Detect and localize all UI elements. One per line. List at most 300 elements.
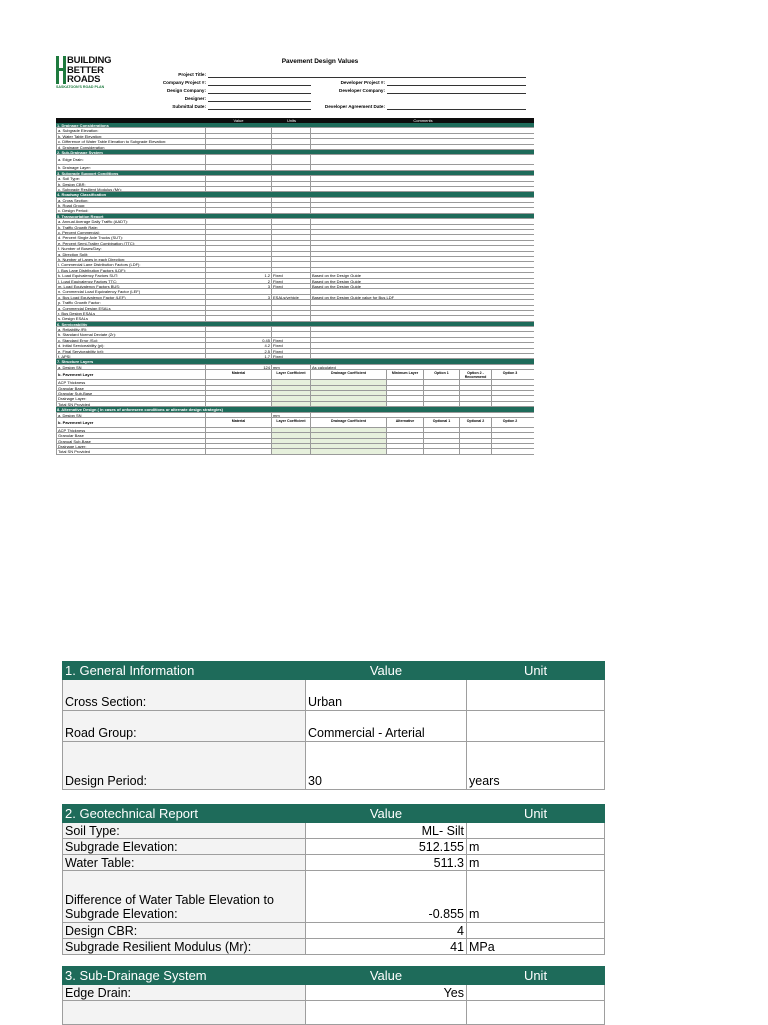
geotechnical-report-header-row — [63, 805, 605, 823]
value-input-cell[interactable] — [206, 203, 272, 207]
unit-cell: MPa — [467, 939, 605, 955]
value-input-cell[interactable]: 1.2 — [206, 273, 272, 277]
value-input-cell[interactable] — [206, 225, 272, 229]
value-input-cell[interactable]: 4.2 — [206, 343, 272, 347]
table-row — [63, 985, 605, 1001]
comments-cell[interactable] — [311, 262, 534, 266]
value-cell[interactable] — [306, 1001, 467, 1025]
form-section-title: 7. Structure Layers — [57, 359, 94, 364]
units-cell: mm — [272, 413, 311, 417]
comments-cell[interactable] — [311, 219, 534, 223]
form-row-label: q. Commercial Design ESALs — [56, 306, 206, 310]
layer-input-cell[interactable] — [311, 396, 387, 400]
comments-cell[interactable] — [311, 128, 534, 132]
layer-input-cell[interactable] — [206, 396, 272, 400]
logo-line-1: BUILDING — [67, 55, 112, 66]
layer-input-cell[interactable] — [387, 449, 424, 453]
form-row-label: c. Subgrade Resilient Modulus (Mr): — [56, 187, 206, 191]
comments-cell[interactable] — [311, 327, 534, 331]
comments-cell[interactable] — [311, 349, 534, 353]
value-input-cell[interactable] — [206, 257, 272, 261]
value-input-cell[interactable]: 124 — [206, 365, 272, 369]
value-cell[interactable]: -0.855 — [306, 871, 467, 923]
form-row-label: b. Pavement Layer — [56, 370, 206, 379]
value-input-cell[interactable] — [206, 413, 272, 417]
comments-cell[interactable] — [311, 230, 534, 234]
layer-input-cell[interactable] — [492, 396, 528, 400]
layer-input-cell[interactable] — [272, 428, 311, 432]
value-input-cell[interactable] — [206, 311, 272, 315]
value-input-cell[interactable] — [206, 165, 272, 169]
units-cell — [272, 252, 311, 256]
form-row-label: b. Pavement Layer — [56, 418, 206, 427]
layer-cells — [206, 396, 528, 400]
form-row-label: Granual Sub-Base — [56, 439, 206, 443]
layer-input-cell[interactable] — [272, 391, 311, 395]
form-row-label: m. Load Equivalency Factors BUS: — [56, 284, 206, 288]
layer-header-cells — [206, 418, 528, 427]
value-column-header: Value — [306, 805, 467, 823]
sub-drainage-system-table — [62, 966, 605, 1025]
unit-cell — [467, 823, 605, 839]
layer-input-cell[interactable] — [492, 449, 528, 453]
layer-input-cell[interactable] — [272, 386, 311, 390]
form-row-label: i. Commercial Lane Distribution Factors (LDF): — [56, 262, 206, 266]
layer-column-header: Minimum Layer — [387, 370, 424, 379]
layer-input-cell[interactable] — [311, 439, 387, 443]
units-cell — [272, 139, 311, 143]
units-cell — [272, 327, 311, 331]
layer-cells — [206, 449, 528, 453]
comments-cell[interactable] — [311, 139, 534, 143]
layer-input-cell[interactable] — [387, 428, 424, 432]
value-input-cell[interactable]: 1.7 — [206, 354, 272, 358]
comments-cell[interactable]: Based on the Design Guide — [312, 283, 361, 289]
comments-cell[interactable] — [311, 252, 534, 256]
form-row-label: d. Drainage Consideration — [56, 145, 206, 149]
value-input-cell[interactable] — [206, 252, 272, 256]
project-title-field[interactable] — [208, 77, 526, 78]
form-row-label: b. Water Table Elevation: — [56, 134, 206, 138]
units-cell — [272, 268, 311, 272]
comments-cell[interactable] — [311, 413, 534, 417]
layer-input-cell[interactable] — [387, 433, 424, 437]
layer-column-header: Layer Coefficient — [272, 418, 311, 427]
layer-input-cell[interactable] — [206, 444, 272, 448]
layer-input-cell[interactable] — [460, 449, 492, 453]
layer-input-cell[interactable] — [311, 380, 387, 384]
value-cell[interactable]: Urban — [306, 680, 467, 711]
layer-input-cell[interactable] — [272, 433, 311, 437]
developer-project-label: Developer Project #: — [340, 80, 385, 85]
value-input-cell[interactable] — [206, 139, 272, 143]
layer-input-cell[interactable] — [424, 402, 460, 406]
form-row-label: b. Road Group: — [56, 203, 206, 207]
developer-agreement-date-label: Developer Agreement Date: — [324, 104, 385, 109]
comments-cell[interactable]: Based on the Design Guide value for Bus LDF — [312, 294, 395, 300]
units-column-header: Units — [286, 118, 297, 123]
units-cell: Fixed — [272, 349, 311, 353]
units-cell — [272, 128, 311, 132]
comments-cell[interactable] — [311, 316, 534, 320]
form-row-label: Drainage Layer: — [56, 444, 206, 448]
value-cell[interactable]: 4 — [306, 923, 467, 939]
layer-cells — [206, 402, 528, 406]
row-label: Road Group: — [63, 711, 306, 742]
value-column-header: Value — [306, 662, 467, 680]
layer-input-cell[interactable] — [387, 396, 424, 400]
layer-input-cell[interactable] — [272, 439, 311, 443]
table-row — [63, 839, 605, 855]
form-row-label: n. Commercial Load Equivalency Factor (LEF) — [56, 289, 206, 293]
layer-input-cell[interactable] — [460, 380, 492, 384]
form-row-label: g. Direction Split: — [56, 252, 206, 256]
units-cell: Fixed — [272, 343, 311, 347]
design-company-field[interactable] — [208, 93, 311, 94]
value-input-cell[interactable] — [206, 300, 272, 304]
layer-input-cell[interactable] — [460, 433, 492, 437]
unit-column-header: Unit — [467, 805, 605, 823]
form-section-title: 3. Subgrade Support Conditions — [57, 170, 119, 176]
form-row-label: a. Design SN — [56, 413, 206, 417]
layer-input-cell[interactable] — [206, 386, 272, 390]
comments-cell[interactable] — [311, 257, 534, 261]
table-row — [63, 1001, 605, 1025]
units-cell — [272, 225, 311, 229]
value-input-cell[interactable] — [206, 128, 272, 132]
value-cell[interactable]: Yes — [306, 985, 467, 1001]
value-input-cell[interactable]: 3 — [206, 284, 272, 288]
layer-input-cell[interactable] — [206, 428, 272, 432]
value-input-cell[interactable] — [206, 235, 272, 239]
layer-input-cell[interactable] — [492, 444, 528, 448]
form-row-label: Granular Base — [56, 386, 206, 390]
pavement-design-form — [56, 118, 534, 455]
unit-column-header: Unit — [467, 967, 605, 985]
units-cell — [272, 165, 311, 169]
unit-cell: m — [467, 855, 605, 871]
layer-input-cell[interactable] — [272, 402, 311, 406]
project-title-label: Project Title: — [178, 72, 206, 77]
layer-input-cell[interactable] — [311, 449, 387, 453]
company-project-field[interactable] — [208, 85, 311, 86]
layer-input-cell[interactable] — [424, 386, 460, 390]
value-input-cell[interactable] — [206, 268, 272, 272]
layer-input-cell[interactable] — [272, 380, 311, 384]
form-row-label: e. Percent Semi-Trailer Combination (TTC): — [56, 241, 206, 245]
value-cell[interactable]: 30 — [306, 742, 467, 790]
form-row-label: Total SN Provided — [56, 402, 206, 406]
value-input-cell[interactable] — [206, 176, 272, 180]
value-input-cell[interactable] — [206, 327, 272, 331]
layer-cells — [206, 391, 528, 395]
units-cell — [272, 198, 311, 202]
value-input-cell[interactable] — [206, 246, 272, 250]
form-row-label: o. Bus Load Equivalency Factor (LEF) — [56, 295, 206, 299]
comments-cell[interactable] — [311, 268, 534, 272]
form-section-title: 2. Sub-Drainage System — [57, 149, 103, 155]
layer-input-cell[interactable] — [206, 439, 272, 443]
layer-input-cell[interactable] — [387, 439, 424, 443]
table-row — [63, 742, 605, 790]
layer-input-cell[interactable] — [492, 439, 528, 443]
layer-input-cell[interactable] — [272, 449, 311, 453]
comments-cell[interactable] — [311, 311, 534, 315]
submittal-date-field[interactable] — [208, 109, 311, 110]
form-row-label: f. ΔPSI — [56, 354, 206, 358]
row-label: Soil Type: — [63, 823, 306, 839]
comments-cell[interactable] — [311, 332, 534, 336]
logo-line-3: ROADS — [67, 74, 101, 85]
comments-cell[interactable] — [311, 306, 534, 310]
layer-input-cell[interactable] — [460, 439, 492, 443]
value-input-cell[interactable] — [206, 230, 272, 234]
designer-label: Designer: — [184, 96, 206, 101]
value-input-cell[interactable]: 3 — [206, 295, 272, 299]
layer-input-cell[interactable] — [492, 433, 528, 437]
comments-cell[interactable] — [311, 354, 534, 358]
layer-column-header: Optional 2 — [460, 418, 492, 427]
form-row-label: b. Design CBR: — [56, 182, 206, 186]
form-row-label: b. Traffic Growth Rate: — [56, 225, 206, 229]
layer-input-cell[interactable] — [311, 433, 387, 437]
comments-cell[interactable] — [311, 338, 534, 342]
layer-input-cell[interactable] — [272, 444, 311, 448]
units-cell: Fixed — [272, 279, 311, 283]
form-row-label: a. Edge Drain: — [56, 155, 206, 164]
row-label: Subgrade Resilient Modulus (Mr): — [63, 939, 306, 955]
units-cell — [272, 332, 311, 336]
layer-input-cell[interactable] — [460, 428, 492, 432]
value-input-cell[interactable] — [206, 134, 272, 138]
comments-cell[interactable] — [311, 289, 534, 293]
unit-column-header: Unit — [467, 662, 605, 680]
row-label: Difference of Water Table Elevation to Subgrade Elevation: — [63, 871, 306, 923]
comments-cell[interactable] — [311, 300, 534, 304]
layer-header-cells — [206, 370, 528, 379]
layer-input-cell[interactable] — [387, 402, 424, 406]
comments-column-header: Comments — [413, 118, 433, 123]
layer-column-header: Option 2 — [502, 418, 518, 423]
layer-input-cell[interactable] — [387, 386, 424, 390]
value-cell[interactable]: 41 — [306, 939, 467, 955]
form-section-title: 6. Serviceability — [57, 321, 88, 327]
units-cell — [272, 145, 311, 149]
geotechnical-report-table — [62, 804, 605, 955]
units-cell — [272, 155, 311, 164]
layer-input-cell[interactable] — [424, 391, 460, 395]
layer-input-cell[interactable] — [206, 449, 272, 453]
form-row-label: l. Load Equivalency Factors TTC: — [56, 279, 206, 283]
value-input-cell[interactable] — [206, 198, 272, 202]
layer-input-cell[interactable] — [460, 386, 492, 390]
layer-input-cell[interactable] — [272, 396, 311, 400]
comments-cell[interactable] — [311, 343, 534, 347]
layer-input-cell[interactable] — [206, 380, 272, 384]
layer-input-cell[interactable] — [311, 402, 387, 406]
comments-cell[interactable] — [311, 134, 534, 138]
comments-cell[interactable] — [311, 165, 534, 169]
layer-cells — [206, 428, 528, 432]
comments-cell[interactable] — [311, 176, 534, 180]
layer-input-cell[interactable] — [387, 444, 424, 448]
layer-input-cell[interactable] — [424, 449, 460, 453]
units-cell — [272, 257, 311, 261]
units-cell — [272, 235, 311, 239]
comments-cell[interactable] — [311, 208, 534, 212]
value-input-cell[interactable]: 2.5 — [206, 349, 272, 353]
form-row-label: a. Cross Section: — [56, 198, 206, 202]
layer-input-cell[interactable] — [424, 396, 460, 400]
row-label: Cross Section: — [63, 680, 306, 711]
layer-input-cell[interactable] — [424, 428, 460, 432]
units-cell: Fixed — [272, 284, 311, 288]
comments-cell[interactable] — [311, 225, 534, 229]
layer-column-header: Optional 1 — [424, 418, 460, 427]
form-row-label: Granular Base — [56, 433, 206, 437]
layer-input-cell[interactable] — [311, 444, 387, 448]
layer-input-cell[interactable] — [387, 391, 424, 395]
value-input-cell[interactable]: 0.45 — [206, 338, 272, 342]
layer-column-header: Option 2 - Recommend — [460, 370, 492, 379]
layer-column-header: Drainage Coefficient — [311, 418, 387, 427]
value-input-cell[interactable] — [206, 182, 272, 186]
value-input-cell[interactable] — [206, 289, 272, 293]
value-input-cell[interactable] — [206, 332, 272, 336]
form-row-label: a. Soil Type: — [56, 176, 206, 180]
layer-input-cell[interactable] — [424, 444, 460, 448]
layer-input-cell[interactable] — [206, 402, 272, 406]
units-cell — [272, 203, 311, 207]
form-row-label: k. Load Equivalency Factors SUT: — [56, 273, 206, 277]
comments-cell[interactable] — [311, 235, 534, 239]
units-cell — [272, 134, 311, 138]
table-row — [63, 680, 605, 711]
table-row — [63, 871, 605, 923]
layer-cells — [206, 444, 528, 448]
form-row-label: c. Design Period: — [56, 208, 206, 212]
form-row-label: p. Traffic Growth Factor: — [56, 300, 206, 304]
layer-input-cell[interactable] — [311, 428, 387, 432]
layer-input-cell[interactable] — [424, 433, 460, 437]
layer-input-cell[interactable] — [492, 391, 528, 395]
layer-input-cell[interactable] — [311, 386, 387, 390]
value-cell[interactable]: ML- Silt — [306, 823, 467, 839]
units-cell: mm — [272, 365, 311, 369]
developer-company-field[interactable] — [387, 93, 526, 94]
comments-cell[interactable]: Based on the Design Guide — [312, 273, 361, 278]
row-label: Edge Drain: — [63, 985, 306, 1001]
value-input-cell[interactable] — [206, 187, 272, 191]
value-cell[interactable]: Commercial - Arterial — [306, 711, 467, 742]
form-row-label: ACP Thickness — [56, 380, 206, 384]
form-row-label: d. Percent Single Axle Trucks (SUT): — [56, 235, 206, 239]
unit-cell — [467, 680, 605, 711]
layer-column-header: Drainage Coefficient — [311, 370, 387, 379]
comments-cell[interactable] — [311, 155, 534, 164]
row-label: Water Table: — [63, 855, 306, 871]
developer-agreement-date-field[interactable] — [387, 109, 526, 110]
comments-cell[interactable] — [311, 203, 534, 207]
layer-input-cell[interactable] — [311, 391, 387, 395]
value-input-cell[interactable] — [206, 145, 272, 149]
value-input-cell[interactable] — [206, 155, 272, 164]
form-row-label: f. Number of Buses/Day: — [56, 246, 206, 250]
units-cell — [272, 230, 311, 234]
value-input-cell[interactable] — [206, 208, 272, 212]
unit-cell: years — [467, 742, 605, 790]
developer-project-field[interactable] — [387, 85, 526, 86]
layer-input-cell[interactable] — [424, 439, 460, 443]
form-row-label: c. Standard Error (So): — [56, 338, 206, 342]
layer-input-cell[interactable] — [460, 396, 492, 400]
row-label: Design CBR: — [63, 923, 306, 939]
form-row-label: a. Subgrade Elevation: — [56, 128, 206, 132]
comments-cell[interactable] — [311, 145, 534, 149]
units-cell — [272, 300, 311, 304]
value-input-cell[interactable] — [206, 306, 272, 310]
layer-input-cell[interactable] — [424, 380, 460, 384]
logo-h-mark-icon — [56, 56, 66, 84]
building-better-roads-logo — [56, 56, 118, 90]
value-input-cell[interactable] — [206, 241, 272, 245]
layer-input-cell[interactable] — [460, 391, 492, 395]
form-body — [56, 123, 534, 455]
value-column-header: Value — [233, 118, 244, 123]
layer-input-cell[interactable] — [206, 391, 272, 395]
comments-cell[interactable]: Based on the Design Guide — [312, 278, 361, 283]
layer-input-cell[interactable] — [460, 444, 492, 448]
layer-input-cell[interactable] — [460, 402, 492, 406]
layer-input-cell[interactable] — [492, 380, 528, 384]
units-cell — [272, 176, 311, 180]
comments-cell[interactable]: As calculated — [312, 364, 336, 370]
form-row-label: a. Design SN — [56, 365, 206, 369]
layer-input-cell[interactable] — [492, 402, 528, 406]
table-row — [63, 939, 605, 955]
form-row-label: j. Bus Lane Distribution Factors (LDF): — [56, 268, 206, 272]
value-input-cell[interactable] — [206, 219, 272, 223]
form-row-label: e. Final Serviceability (pt): — [56, 349, 206, 353]
comments-cell[interactable] — [311, 198, 534, 202]
layer-column-header: Alternative — [387, 418, 424, 427]
layer-input-cell[interactable] — [492, 386, 528, 390]
layer-column-header: Option 1 — [424, 370, 460, 379]
layer-cells — [206, 433, 528, 437]
units-cell: Fixed — [272, 338, 311, 342]
layer-input-cell[interactable] — [492, 428, 528, 432]
comments-cell[interactable] — [311, 246, 534, 250]
units-cell — [272, 289, 311, 293]
form-section-title: 8. Alternative Design ( in cases of unforeseen conditions or alternate design strategies) — [57, 407, 223, 412]
value-input-cell[interactable] — [206, 316, 272, 320]
layer-input-cell[interactable] — [387, 380, 424, 384]
row-label: Design Period: — [63, 742, 306, 790]
form-row-label: Total SN Provided — [56, 449, 206, 453]
value-cell — [467, 1001, 605, 1025]
layer-input-cell[interactable] — [206, 433, 272, 437]
comments-cell[interactable] — [311, 187, 534, 191]
layer-header-row — [56, 370, 534, 380]
comments-cell[interactable] — [311, 241, 534, 245]
value-input-cell[interactable] — [206, 262, 272, 266]
value-cell[interactable]: 512.155 — [306, 839, 467, 855]
designer-field[interactable] — [208, 101, 311, 102]
value-cell[interactable]: 511.3 — [306, 855, 467, 871]
comments-cell[interactable] — [311, 182, 534, 186]
value-input-cell[interactable]: 2 — [206, 279, 272, 283]
form-row-label: h. Number of Lanes in each Direction: — [56, 257, 206, 261]
